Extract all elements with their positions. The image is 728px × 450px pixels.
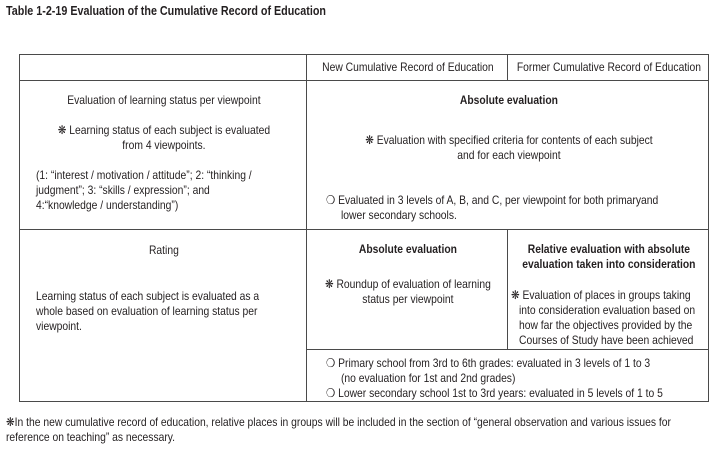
levels-line: (no evaluation for 1st and 2nd grades) [341,371,516,385]
abc-levels-line: lower secondary schools. [341,208,457,222]
relative-note-line: ❋ Evaluation of places in groups taking [511,288,691,302]
abc-levels-line: ❍ Evaluated in 3 levels of A, B, and C, per viewpoint for both primaryand [326,193,659,207]
absolute-evaluation-heading: Absolute evaluation [459,93,558,107]
criteria-note-line: ❋ Evaluation with specified criteria for contents of each subject [365,133,653,147]
rating-text-line: whole based on evaluation of learning status per [36,304,258,318]
rating-column-divider [507,229,508,349]
header-column-divider [507,54,508,80]
relative-evaluation-heading: Relative evaluation with absolute [527,242,691,256]
rating-heading: Rating [148,243,179,257]
rating-absolute-heading: Absolute evaluation [358,242,457,256]
viewpoint-note-line: from 4 viewpoints. [122,138,206,152]
table-title: Table 1-2-19 Evaluation of the Cumulative Record of Education [6,4,326,18]
header-divider [19,80,709,81]
viewpoint-note-line: ❋ Learning status of each subject is evaluated [57,123,271,137]
levels-line: ❍ Lower secondary school 1st to 3rd years: evaluated in 5 levels of 1 to 5 [326,386,663,400]
left-column-divider [306,54,307,402]
relative-evaluation-heading: evaluation taken into consideration [522,257,696,271]
rating-text-line: Learning status of each subject is evaluated as a [36,289,260,303]
section-divider [19,229,709,230]
roundup-note-line: status per viewpoint [362,292,454,306]
footnote-line: ❋In the new cumulative record of education, relative places in groups will be included in the section of “general observation and various issues for [6,415,671,429]
new-record-header: New Cumulative Record of Education [322,60,494,74]
relative-note-line: how far the objectives provided by the [519,318,693,332]
levels-line: ❍ Primary school from 3rd to 6th grades: evaluated in 3 levels of 1 to 3 [326,356,651,370]
relative-note-line: Courses of Study have been achieved [519,333,694,347]
viewpoint-list-line: judgment”; 3: “skills / expression”; and [36,183,210,197]
footnote-line: reference on teaching” as necessary. [6,430,176,444]
criteria-note-line: and for each viewpoint [457,148,561,162]
rating-text-line: viewpoint. [36,319,82,333]
viewpoint-heading: Evaluation of learning status per viewpoint [67,93,261,107]
viewpoint-list-line: 4:“knowledge / understanding”) [36,198,179,212]
footnote [6,415,694,445]
roundup-note-line: ❋ Roundup of evaluation of learning [324,277,491,291]
levels-divider [306,349,709,350]
former-record-header: Former Cumulative Record of Education [516,60,701,74]
relative-note-line: into consideration evaluation based on [519,303,696,317]
viewpoint-list-line: (1: “interest / motivation / attitude”; 2: “thinking / [36,168,252,182]
